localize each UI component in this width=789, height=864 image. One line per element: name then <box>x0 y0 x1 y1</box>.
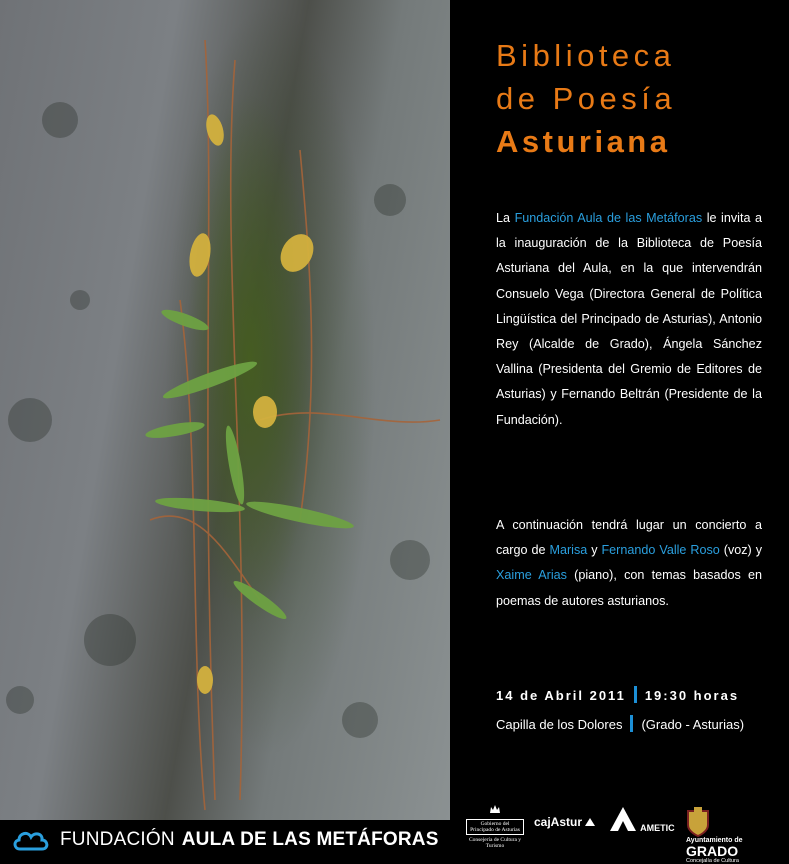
event-venue: Capilla de los Dolores <box>496 717 623 732</box>
invitation-paragraph <box>496 206 762 433</box>
event-time: 19:30 horas <box>644 688 740 703</box>
text-fragment: (voz) y <box>719 543 763 558</box>
invitation-panel <box>450 0 789 859</box>
grado-text-1: Ayuntamiento de <box>686 837 743 844</box>
text-fragment: le invita a la inauguración de la Biblioteca de Poesía Asturiana del Aula, en la que intervendrán Consuelo Vega (Directora General de Política Lingüística del Principado de Asturias), Antonio Rey (Alcalde de Grado), Ángela Sánchez Vallina (Presidenta del Gremio de Editores de Asturias) y Fernando Beltrán (Presidente de la Fundación). <box>496 211 763 427</box>
concert-paragraph <box>496 513 762 614</box>
ametic-logo <box>608 807 675 833</box>
gobierno-asturias-logo <box>466 803 524 849</box>
separator-bar <box>634 686 637 703</box>
coat-of-arms-icon <box>686 807 710 837</box>
event-date: 14 de Abril 2011 <box>496 688 626 703</box>
title-line-1: Biblioteca <box>496 38 676 73</box>
foundation-highlight: Fundación Aula de las Metáforas <box>514 211 703 225</box>
gobierno-text-2: Principado de Asturias <box>470 827 520 833</box>
gobierno-text-1: Gobierno del <box>480 821 510 827</box>
foundation-name-light: FUNDACIÓN <box>60 828 175 850</box>
grado-text-2: GRADO <box>686 843 739 859</box>
separator-bar <box>630 715 633 732</box>
event-place <box>496 715 744 732</box>
gobierno-text-3: Consejería de Cultura y Turismo <box>468 837 522 849</box>
cajastur-text: cajAstur <box>534 815 583 829</box>
sponsor-logos <box>450 795 789 864</box>
performer-marisa: Marisa <box>549 543 588 558</box>
text-fragment: y <box>587 543 602 558</box>
performer-xaime: Xaime Arias <box>496 568 567 583</box>
foundation-name-bold: AULA DE LAS METÁFORAS <box>181 828 439 850</box>
cajastur-logo <box>534 815 595 829</box>
cloud-logo-icon <box>12 828 50 852</box>
text-fragment: A continuación tendrá lugar un concierto a cargo de <box>496 518 762 558</box>
text-fragment: (piano), con temas basados en poemas de autores asturianos. <box>496 568 763 608</box>
grado-logo <box>686 807 743 864</box>
page-title <box>496 34 676 163</box>
title-line-2: de Poesía <box>496 81 677 116</box>
title-line-3: Asturiana <box>496 124 671 159</box>
crown-icon <box>489 803 501 815</box>
cajastur-mark-icon <box>585 818 595 826</box>
event-location: (Grado - Asturias) <box>641 717 745 732</box>
ametic-triangle-icon <box>608 807 638 831</box>
performer-fernando: Fernando Valle Roso <box>601 543 720 558</box>
ametic-text: AMETIC <box>640 823 675 833</box>
text-fragment: La <box>496 211 515 225</box>
foundation-footer <box>0 820 450 859</box>
grado-text-3: Concejalía de Cultura <box>686 858 739 864</box>
event-datetime <box>496 686 739 703</box>
